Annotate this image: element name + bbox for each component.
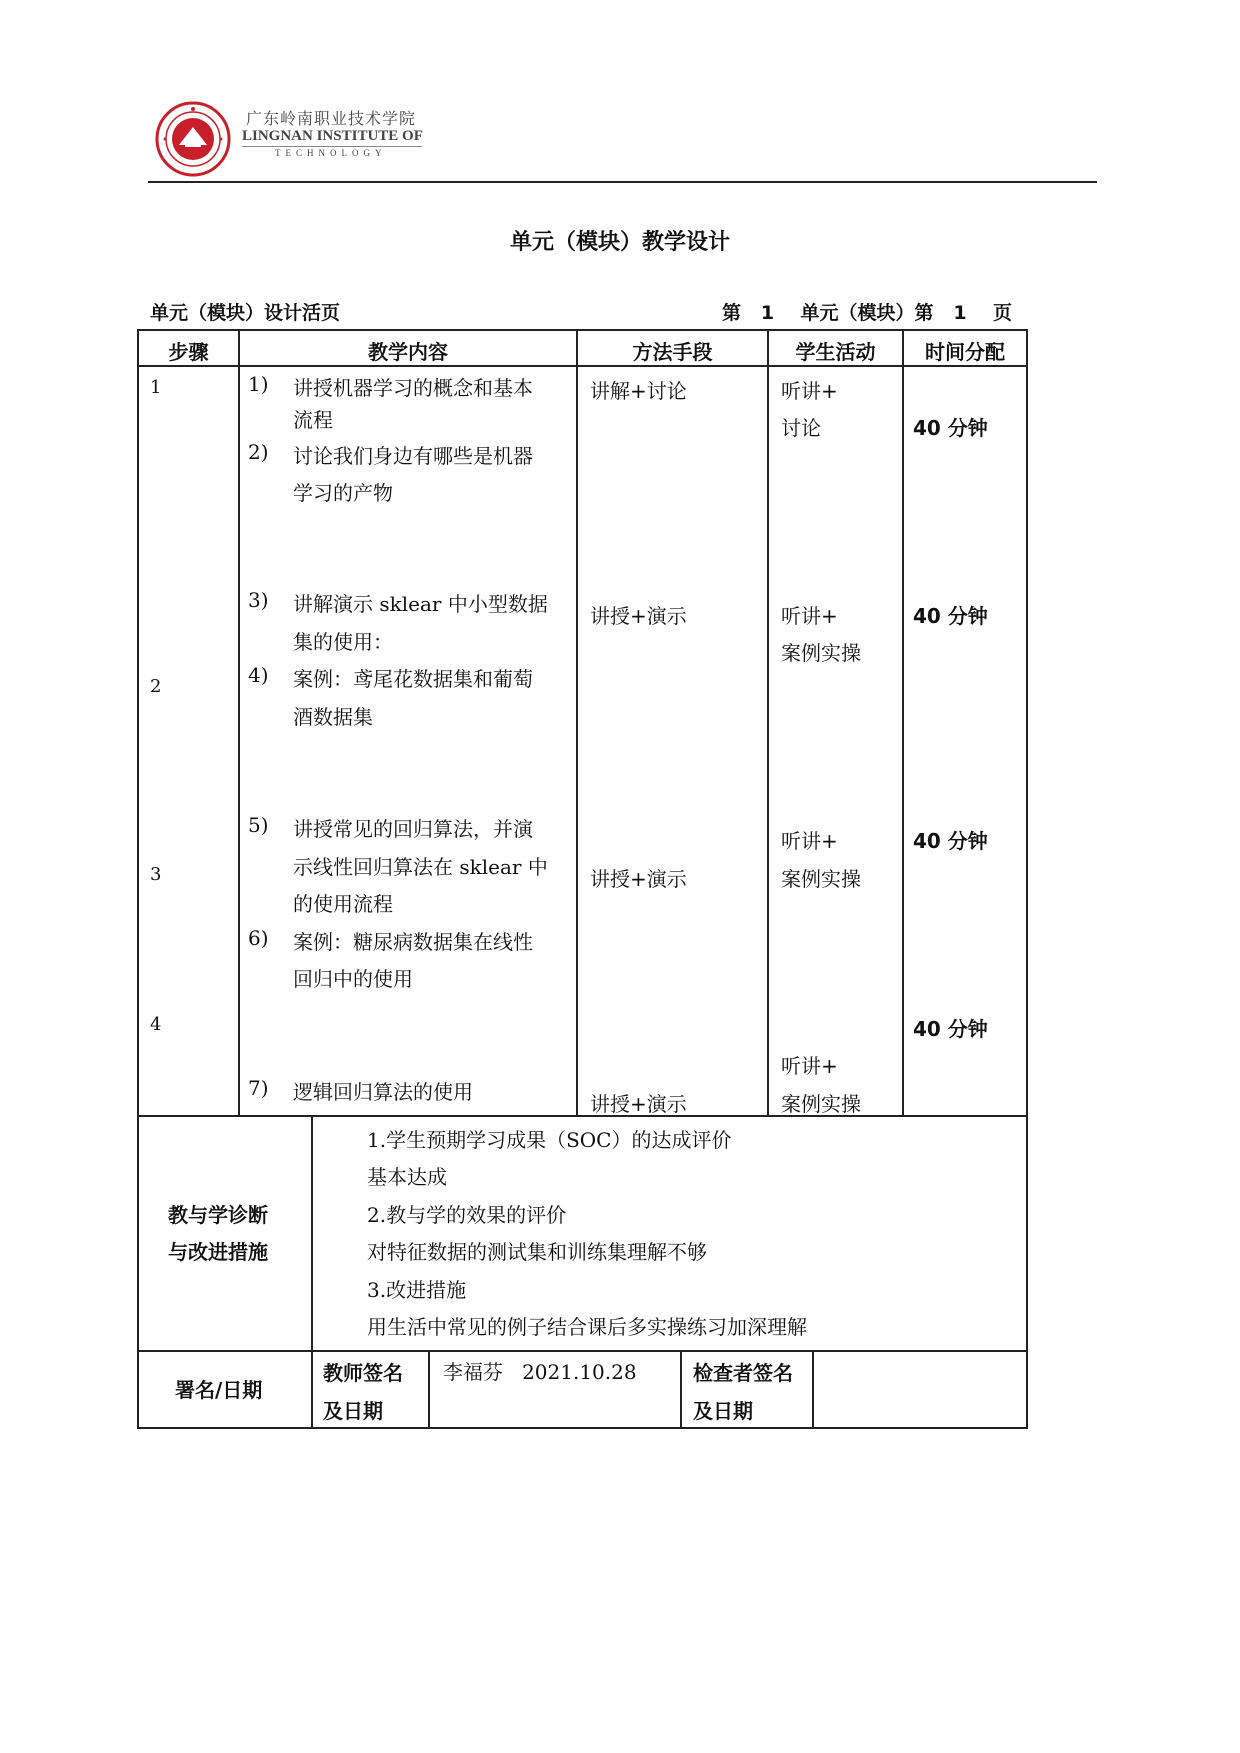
diagnosis-line: 基本达成 xyxy=(367,1165,447,1189)
content-item-line: 酒数据集 xyxy=(293,705,373,729)
content-item-line: 逻辑回归算法的使用 xyxy=(293,1080,473,1104)
column-header-activity: 学生活动 xyxy=(795,340,876,364)
activity-text: 听讲+ xyxy=(781,829,838,853)
content-item-number: 3) xyxy=(248,588,269,612)
diagnosis-line: 3.改进措施 xyxy=(367,1278,467,1302)
header-divider xyxy=(148,181,1097,183)
school-logo xyxy=(155,101,231,177)
content-item-line: 讨论我们身边有哪些是机器 xyxy=(293,444,533,468)
step-number: 3 xyxy=(150,864,162,885)
content-item-number: 4) xyxy=(248,663,269,687)
content-item-line: 讲解演示 sklear 中小型数据 xyxy=(293,592,548,616)
activity-text: 听讲+ xyxy=(781,379,838,403)
column-header-time: 时间分配 xyxy=(925,340,1005,364)
content-item-number: 6) xyxy=(248,926,269,950)
content-item-line: 案例：鸢尾花数据集和葡萄 xyxy=(293,667,533,691)
checker-signature-label: 及日期 xyxy=(693,1399,753,1423)
time-allocation: 40 分钟 xyxy=(913,829,988,853)
content-item-line: 讲授机器学习的概念和基本 xyxy=(293,376,533,400)
step-number: 4 xyxy=(150,1014,162,1035)
activity-text: 听讲+ xyxy=(781,1054,838,1078)
time-allocation: 40 分钟 xyxy=(913,416,988,440)
method-text: 讲授+演示 xyxy=(590,867,687,891)
teacher-signature-label: 及日期 xyxy=(323,1399,383,1423)
method-text: 讲授+演示 xyxy=(590,1092,687,1116)
checker-signature-label: 检查者签名 xyxy=(693,1361,793,1385)
column-header-content: 教学内容 xyxy=(368,340,448,364)
content-item-line: 学习的产物 xyxy=(293,481,393,505)
school-name-cn: 广东岭南职业技术学院 xyxy=(246,109,417,128)
method-text: 讲授+演示 xyxy=(590,604,687,628)
time-allocation: 40 分钟 xyxy=(913,1017,988,1041)
content-item-line: 的使用流程 xyxy=(293,892,393,916)
content-item-number: 5) xyxy=(248,813,269,837)
diagnosis-line: 对特征数据的测试集和训练集理解不够 xyxy=(367,1240,707,1264)
activity-text: 案例实操 xyxy=(781,641,861,665)
step-number: 1 xyxy=(150,377,162,398)
method-text: 讲解+讨论 xyxy=(590,379,687,403)
activity-text: 讨论 xyxy=(781,416,821,440)
page-number: 第 1 单元（模块）第 1 页 xyxy=(722,302,1013,324)
content-item-number: 2) xyxy=(248,440,269,464)
column-header-method: 方法手段 xyxy=(632,340,713,364)
activity-text: 案例实操 xyxy=(781,1092,861,1116)
school-name-divider xyxy=(242,146,422,147)
teacher-signature-value: 李福芬 2021.10.28 xyxy=(443,1360,637,1384)
content-item-line: 回归中的使用 xyxy=(293,967,413,991)
document-title: 单元（模块）教学设计 xyxy=(509,230,730,255)
teacher-signature-label: 教师签名 xyxy=(323,1361,403,1385)
content-item-line: 集的使用： xyxy=(293,630,393,654)
diagnosis-line: 1.学生预期学习成果（SOC）的达成评价 xyxy=(367,1128,732,1152)
time-allocation: 40 分钟 xyxy=(913,604,988,628)
diagnosis-label: 教与学诊断 xyxy=(168,1203,268,1227)
activity-text: 案例实操 xyxy=(781,867,861,891)
school-name-en: LINGNAN INSTITUTE OF xyxy=(242,128,423,144)
content-item-number: 1) xyxy=(248,372,269,396)
page-label: 单元（模块）设计活页 xyxy=(150,302,341,324)
column-header-step: 步骤 xyxy=(168,340,209,364)
diagnosis-line: 2.教与学的效果的评价 xyxy=(367,1203,567,1227)
content-item-line: 示线性回归算法在 sklear 中 xyxy=(293,855,548,879)
content-item-number: 7) xyxy=(248,1076,269,1100)
content-item-line: 案例：糖尿病数据集在线性 xyxy=(293,930,533,954)
diagnosis-label: 与改进措施 xyxy=(168,1240,268,1264)
activity-text: 听讲+ xyxy=(781,604,838,628)
signature-label: 署名/日期 xyxy=(175,1378,263,1402)
step-number: 2 xyxy=(150,676,162,697)
diagnosis-line: 用生活中常见的例子结合课后多实操练习加深理解 xyxy=(367,1315,807,1339)
content-item-line: 流程 xyxy=(293,408,333,432)
content-item-line: 讲授常见的回归算法，并演 xyxy=(293,817,533,841)
school-name-en-sub: TECHNOLOGY xyxy=(275,148,387,158)
